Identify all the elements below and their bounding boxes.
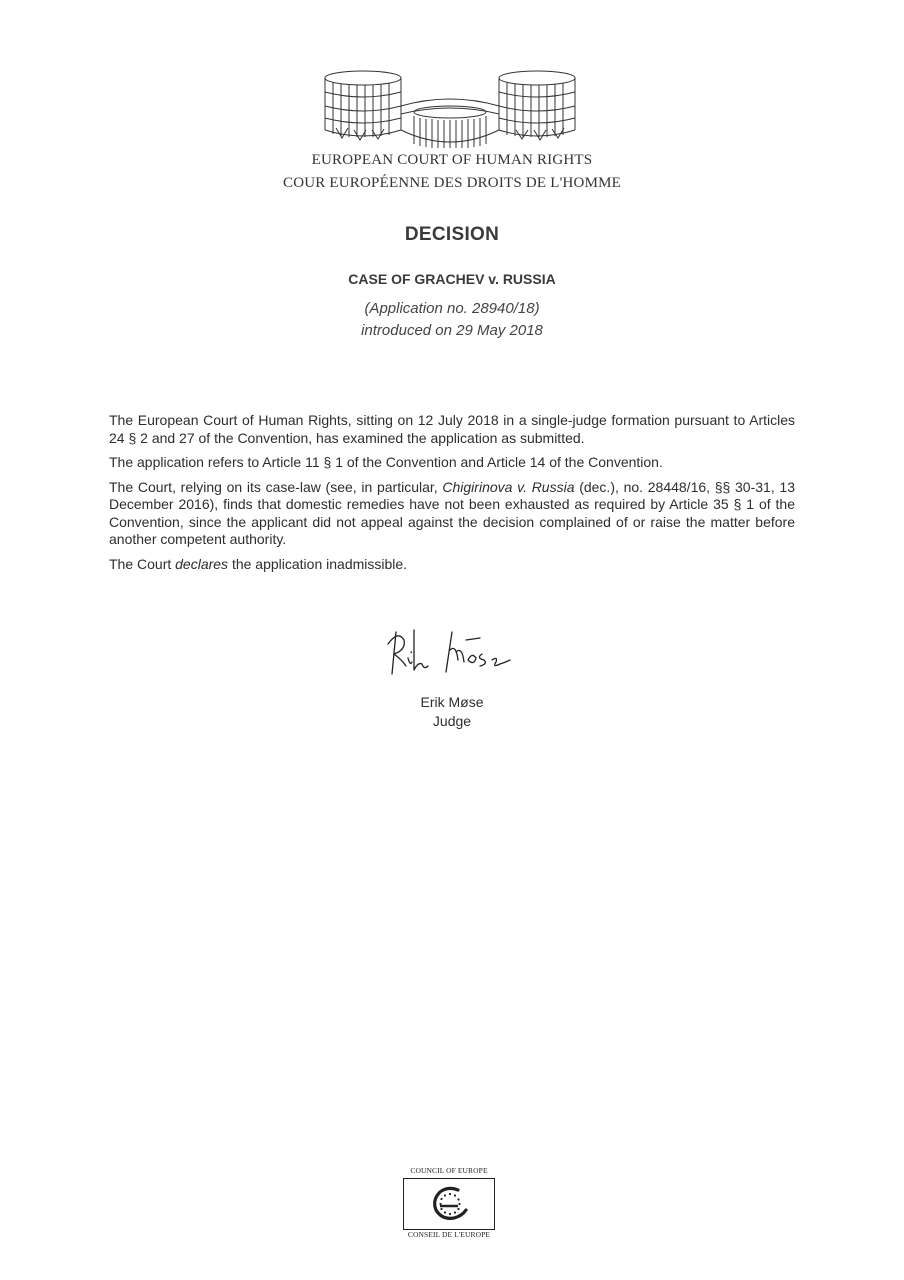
council-of-europe-emblem-icon xyxy=(428,1182,472,1226)
court-name-french: COUR EUROPÉENNE DES DROITS DE L'HOMME xyxy=(282,175,622,191)
ruling-verb: declares xyxy=(175,555,229,572)
case-title: CASE OF GRACHEV v. RUSSIA xyxy=(348,271,556,287)
council-name-french: CONSEIL DE L'EUROPE xyxy=(407,1230,491,1239)
council-name-english: COUNCIL OF EUROPE xyxy=(410,1166,488,1175)
paragraph-sitting: The European Court of Human Rights, sitting on 12 July 2018 in a single-judge formation pursuant to Articles 24 § 2 and 27 of the Convention, has examined the application as submitted. xyxy=(109,412,795,446)
document-title: DECISION xyxy=(404,224,500,245)
handwritten-signature xyxy=(384,622,524,682)
signatory-role: Judge xyxy=(432,713,472,729)
council-emblem-box xyxy=(403,1178,495,1230)
reasoning-text-end: (dec.), no. 28448/16, §§ 30-31, 13 December 2016), finds that domestic remedies have not been exhausted as required by Article 35 § 1 of the Convention, since the applicant did not appeal against the decision complained of or raise the matter before another competent authority. xyxy=(109,478,795,547)
paragraph-reasoning xyxy=(109,479,795,549)
paragraph-articles: The application refers to Article 11 § 1 of the Convention and Article 14 of the Convention. xyxy=(109,454,663,470)
paragraph-ruling xyxy=(109,556,795,574)
court-name-english: EUROPEAN COURT OF HUMAN RIGHTS xyxy=(311,152,593,168)
signatory-name: Erik Møse xyxy=(420,694,484,710)
application-number: (Application no. 28940/18) xyxy=(364,300,540,317)
reasoning-text-start: The Court, relying on its case-law (see, in particular, xyxy=(109,478,443,495)
introduced-date: introduced on 29 May 2018 xyxy=(361,322,543,339)
cited-case: Chigirinova v. Russia xyxy=(442,478,575,495)
ruling-text-end: the application inadmissible. xyxy=(228,555,408,572)
ruling-text-start: The Court xyxy=(109,555,176,572)
decision-body xyxy=(109,412,795,580)
court-building-icon xyxy=(318,62,582,152)
council-of-europe-logo xyxy=(403,1166,495,1242)
